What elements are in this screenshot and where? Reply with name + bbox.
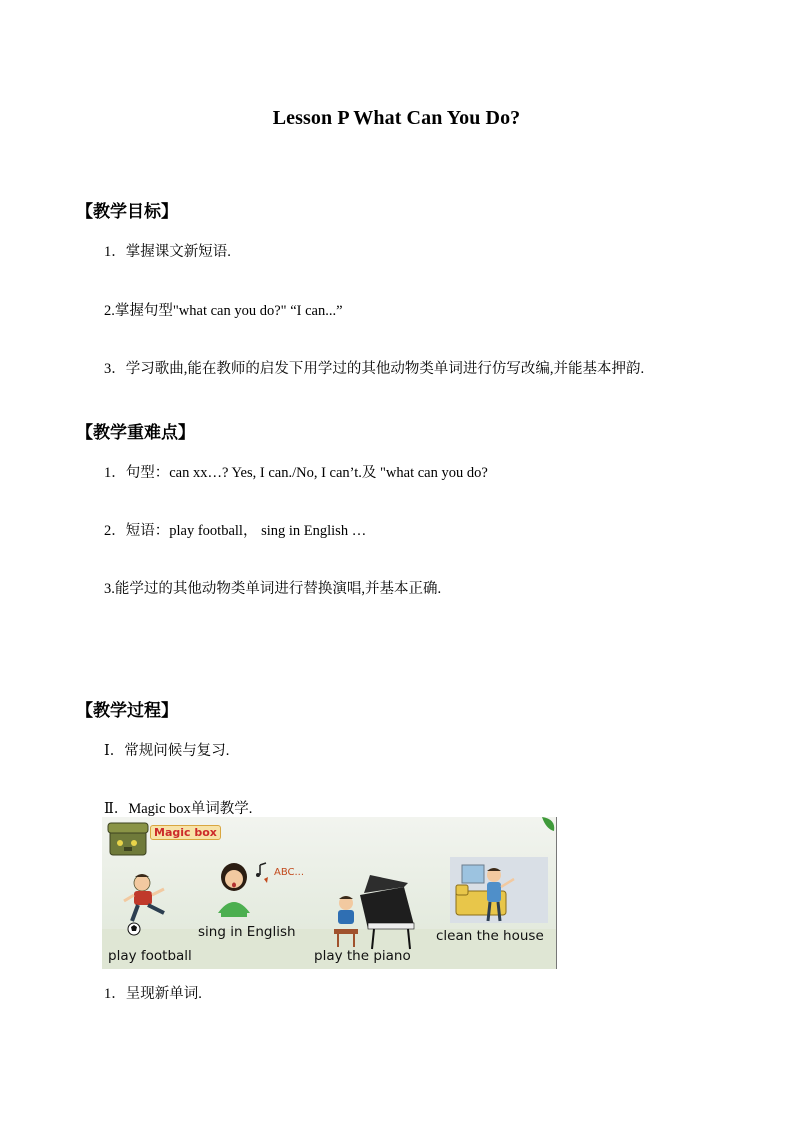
key-points-heading: 【教学重难点】 (76, 423, 195, 443)
leaf-icon (542, 817, 554, 831)
process-item-3: 1．呈现新单词. (104, 986, 202, 1002)
magic-box-illustration (102, 817, 557, 969)
boy-piano-icon (334, 896, 358, 947)
process-item-1: Ⅰ．常规问候与复习. (104, 743, 230, 759)
key-points-item-3: 3.能学过的其他动物类单词进行替换演唱,并基本正确. (104, 581, 442, 597)
key-points-item-1: 1．句型：can xx…? Yes, I can./No, I can’t.及 "what can you do? (104, 465, 488, 481)
caption-sing-in-english: sing in English (198, 924, 296, 940)
caption-play-football: play football (108, 948, 192, 964)
key-points-item-2: 2．短语：play football， sing in English … (104, 523, 367, 539)
objectives-heading: 【教学目标】 (76, 202, 178, 222)
boy-football-icon (124, 874, 164, 935)
objectives-item-3: 3．学习歌曲,能在教师的启发下用学过的其他动物类单词进行仿写改编,并能基本押韵. (104, 361, 645, 377)
magic-box-chest-icon (108, 823, 148, 855)
piano-icon (360, 875, 414, 949)
caption-clean-house: clean the house (436, 928, 544, 944)
abc-label: ABC... (274, 867, 305, 878)
process-heading: 【教学过程】 (76, 701, 178, 721)
clean-house-scene-icon (450, 857, 548, 923)
process-item-2: Ⅱ．Magic box单词教学. (104, 801, 253, 817)
objectives-item-1: 1．掌握课文新短语. (104, 244, 231, 260)
document-title: Lesson P What Can You Do? (272, 107, 521, 129)
objectives-item-2: 2.掌握句型"what can you do?" “I can...” (104, 303, 343, 319)
magic-box-label: Magic box (150, 825, 221, 840)
caption-play-piano: play the piano (314, 948, 411, 964)
girl-singing-icon (218, 863, 268, 917)
